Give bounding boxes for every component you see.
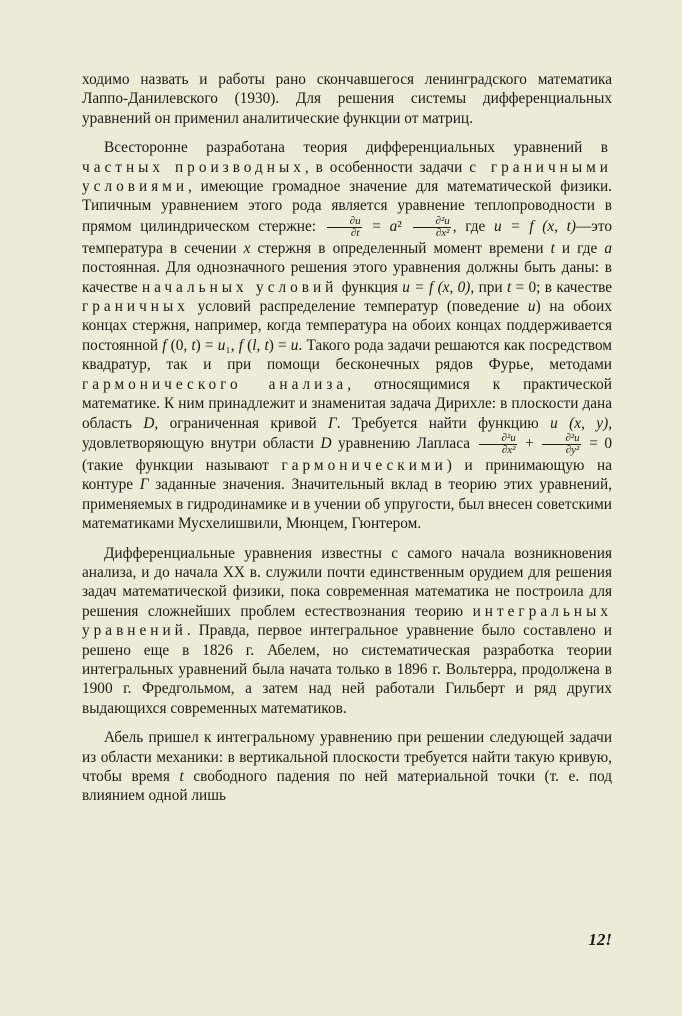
math-symbol: u [217,336,226,354]
math-symbol: x [243,239,251,257]
text-run: , ограниченная кривой [154,414,329,432]
fraction-denominator: ∂y² [565,443,580,456]
spaced-term: интегральных уравнений [82,602,612,640]
spaced-term: начальных условий [142,278,338,296]
page-number: 12! [588,930,612,949]
text-run: стержня в определенный момент времени [250,239,551,257]
text-run: ) на обоих концах стержня, например, когда температура на обоих концах поддерживается постоянной [82,298,612,354]
fraction-numerator: ∂²u [479,433,517,445]
text-run: ) и принимающую на контуре [82,456,612,494]
math-symbol: l [252,336,257,354]
text-run: , где [452,217,495,235]
text-run: и где [554,239,605,257]
spaced-term: с граничными условиями [82,158,612,196]
math-symbol: u = f (x, t) [494,217,576,235]
text-run: = 0 (такие функции называют [82,434,612,474]
fraction [413,216,451,239]
body-text [82,70,612,806]
paragraph-gap [82,718,612,728]
paragraph-p1 [82,138,612,533]
fraction-denominator: ∂x² [501,443,516,456]
text-run: + [518,434,541,452]
fraction-numerator: ∂u [327,216,362,228]
text-run: , удовлетворяющую внутри области [82,414,613,452]
math-symbol: D [320,434,332,452]
text-run: Абель пришел к интегральному уравнению при решении следующей задачи из области механики: в вертикальной плоскости требуется найти такую кривую, чтобы время [82,729,612,785]
spaced-term: гармоническими [281,456,447,474]
fraction-denominator: ∂t [350,226,360,239]
math-symbol: u = f (x, 0) [402,278,471,296]
text-run: ( [242,336,253,354]
fraction-denominator: ∂x² [435,226,450,239]
text-run: ² [397,217,411,235]
text-run: , относящимися к практической математике. К ним принадлежит и знаменитая задача Дирихле: в плоскости дана область [82,375,612,432]
text-run: . Требуется найти функцию [336,414,551,432]
math-symbol: f [238,336,243,354]
math-symbol: t [191,336,196,354]
math-symbol: a [389,217,398,235]
paragraph-gap [82,128,612,138]
text-run: ) = [268,336,291,354]
text-run: , в особенности задачи [304,158,470,176]
math-symbol: f [162,336,167,354]
text-run: условий распределение температур (поведение [188,298,528,316]
text-run: функция [337,278,403,296]
text-run: , [256,336,265,354]
math-symbol: t [550,239,555,257]
text-run: ) = [195,336,218,354]
math-symbol: D [143,414,155,432]
paragraph-p2 [82,544,612,719]
text-run: ходимо назвать и работы рано скончавшегося ленинградского математика Лаппо-Данилевского (1930). Для решения системы дифференциальных уравнений он применил аналитические функции от матриц. [82,71,612,127]
math-symbol: t [179,768,184,785]
text-run: свободного падения по ней материальной точки (т. е. под влиянием одной лишь [82,768,612,805]
text-run: , при [470,278,507,296]
text-run: —это температура в сечении [82,217,612,257]
math-symbol: u [527,298,536,316]
text-run: . Такого рода задачи решаются как посредством квадратур, так и при помощи бесконечных рядов Фурье, методами [82,336,612,374]
spaced-term: граничных [82,298,189,316]
math-symbol: t [506,278,512,296]
fraction-numerator: ∂²u [542,433,580,445]
text-run: = 0; в качестве [511,278,613,296]
text-run: постоянная. Для однозначного решения этого уравнения должны быть даны: в качестве [82,259,612,296]
text-run: ₁, [225,336,239,354]
math-symbol: u (x, y) [550,414,609,432]
fraction [327,216,362,239]
math-symbol: Г [328,414,337,432]
text-run: Всесторонне разработана теория дифференциальных уравнений [104,139,601,157]
spaced-term: в частных производных [82,139,612,176]
spaced-term: гармонического анализа [82,375,348,393]
fraction [542,433,580,456]
math-symbol: t [264,336,269,354]
paragraph-gap [82,534,612,544]
text-run: . Правда, первое интегральное уравнение было составлено и решено еще в 1826 г. Абелем, но систематическая разработка теории интегральных уравнений была начата только в 1896 г. Вольтерра, продолжена в 1900 г. Фредгольмом, а затем над ней работали Гильберт и ряд других выдающихся современных математиков. [82,622,612,717]
text-run: заданные значения. Значительный вклад в теорию этих уравнений, применяемых в гидродинамике и в учении об упругости, был внесен советскими математиками Мусхелишвили, Мюнцем, Гюнтером. [82,476,613,533]
paragraph-p3 [82,728,612,806]
math-symbol: Г [139,476,149,494]
math-symbol: u [290,336,299,354]
paragraph-p0 [82,70,612,128]
text-run: Дифференциальные уравнения известны с самого начала возникновения анализа, и до начала XX в. служили почти единственным орудием для решения задач математической физики, пока современная математика не построила для решения сложнейших проблем естествознания теорию [82,544,612,620]
text-run: (0, [166,336,192,354]
text-run: , имеющие громадное значение для математической физики. Типичным уравнением этого рода является уравнение теплопроводности в прямом цилиндрическом стержне: [82,178,612,235]
text-run: = [363,217,390,235]
fraction [479,433,517,456]
text-run: уравнению Лапласа [331,434,477,452]
math-symbol: a [604,239,612,257]
fraction-numerator: ∂²u [413,216,451,228]
